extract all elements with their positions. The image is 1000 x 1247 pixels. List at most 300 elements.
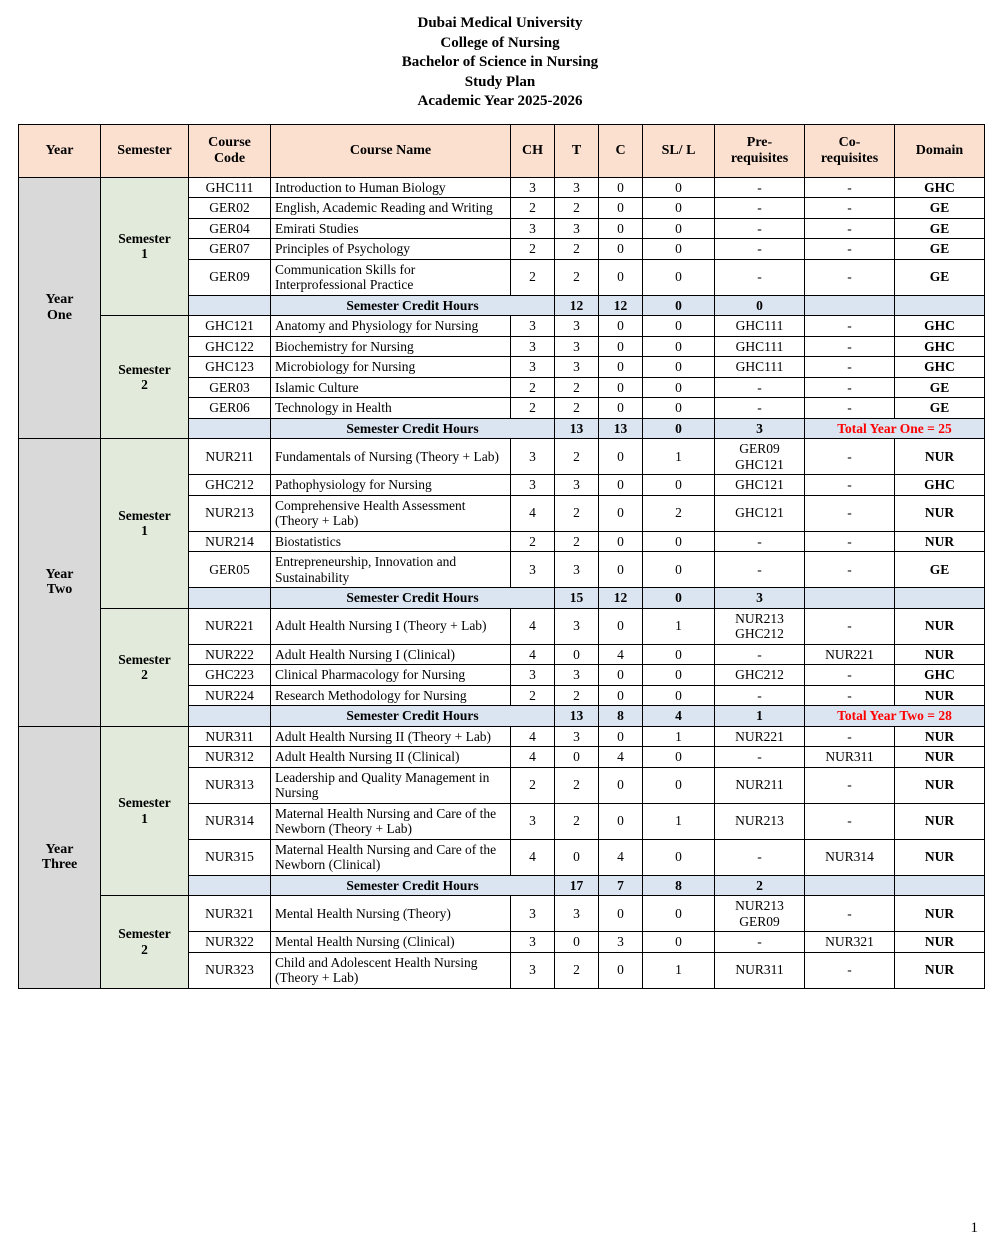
prerequisites: - — [715, 177, 805, 198]
sl-lab-hours: 0 — [643, 259, 715, 295]
course-name: English, Academic Reading and Writing — [271, 198, 511, 219]
subtotal-ch: 17 — [555, 875, 599, 896]
theory-hours: 0 — [555, 644, 599, 665]
prerequisites: NUR213 GHC212 — [715, 608, 805, 644]
corequisites: - — [805, 218, 895, 239]
sl-lab-hours: 0 — [643, 475, 715, 496]
corequisites: - — [805, 531, 895, 552]
sl-lab-hours: 0 — [643, 896, 715, 932]
course-name: Leadership and Quality Management in Nursing — [271, 767, 511, 803]
domain: GE — [895, 377, 985, 398]
clinical-hours: 0 — [599, 218, 643, 239]
theory-hours: 2 — [555, 198, 599, 219]
subtotal-blank-co — [895, 875, 985, 896]
course-code: GHC123 — [189, 357, 271, 378]
corequisites: - — [805, 357, 895, 378]
table-row — [19, 608, 985, 644]
prerequisites: - — [715, 198, 805, 219]
corequisites: - — [805, 439, 895, 475]
domain: GE — [895, 218, 985, 239]
clinical-hours: 0 — [599, 177, 643, 198]
sl-lab-hours: 0 — [643, 685, 715, 706]
sl-lab-hours: 1 — [643, 726, 715, 747]
year-label: Year One — [19, 177, 101, 439]
theory-hours: 3 — [555, 218, 599, 239]
corequisites: - — [805, 475, 895, 496]
corequisites: - — [805, 259, 895, 295]
header-program: Bachelor of Science in Nursing — [401, 54, 599, 70]
course-code: NUR213 — [189, 495, 271, 531]
domain: NUR — [895, 644, 985, 665]
corequisites: - — [805, 767, 895, 803]
domain: NUR — [895, 839, 985, 875]
theory-hours: 0 — [555, 839, 599, 875]
subtotal-spacer — [189, 706, 271, 727]
domain: NUR — [895, 803, 985, 839]
credit-hours: 2 — [511, 685, 555, 706]
clinical-hours: 0 — [599, 239, 643, 260]
course-code: GER02 — [189, 198, 271, 219]
prerequisites: - — [715, 644, 805, 665]
clinical-hours: 0 — [599, 198, 643, 219]
sl-lab-hours: 0 — [643, 377, 715, 398]
subtotal-t: 12 — [599, 295, 643, 316]
course-code-line-1: Course — [208, 135, 251, 150]
clinical-hours: 4 — [599, 747, 643, 768]
course-name: Clinical Pharmacology for Nursing — [271, 665, 511, 686]
domain: NUR — [895, 896, 985, 932]
domain: GHC — [895, 316, 985, 337]
subtotal-label: Semester Credit Hours — [271, 295, 555, 316]
subtotal-c: 8 — [643, 875, 715, 896]
table-row — [19, 316, 985, 337]
subtotal-t: 12 — [599, 588, 643, 609]
course-code: GER07 — [189, 239, 271, 260]
course-code: NUR222 — [189, 644, 271, 665]
theory-hours: 3 — [555, 726, 599, 747]
course-code: GER06 — [189, 398, 271, 419]
clinical-hours: 0 — [599, 336, 643, 357]
clinical-hours: 0 — [599, 803, 643, 839]
credit-hours: 3 — [511, 803, 555, 839]
theory-hours: 2 — [555, 767, 599, 803]
credit-hours: 3 — [511, 552, 555, 588]
co-line-2: requisites — [820, 150, 879, 166]
semester-label: Semester 2 — [101, 316, 189, 439]
corequisites: - — [805, 239, 895, 260]
prerequisites: GHC121 — [715, 495, 805, 531]
subtotal-ch: 12 — [555, 295, 599, 316]
prerequisites: - — [715, 839, 805, 875]
corequisites: - — [805, 685, 895, 706]
course-name: Fundamentals of Nursing (Theory + Lab) — [271, 439, 511, 475]
credit-hours: 2 — [511, 398, 555, 419]
subtotal-ch: 13 — [555, 706, 599, 727]
corequisites: NUR221 — [805, 644, 895, 665]
clinical-hours: 0 — [599, 685, 643, 706]
domain: NUR — [895, 952, 985, 988]
prerequisites: GER09 GHC121 — [715, 439, 805, 475]
corequisites: - — [805, 495, 895, 531]
sl-lab-hours: 2 — [643, 495, 715, 531]
theory-hours: 2 — [555, 952, 599, 988]
subtotal-blank-co — [895, 588, 985, 609]
domain: GE — [895, 239, 985, 260]
year-label: Year Two — [19, 439, 101, 727]
credit-hours: 4 — [511, 608, 555, 644]
domain: NUR — [895, 747, 985, 768]
sl-lab-hours: 0 — [643, 839, 715, 875]
credit-hours: 4 — [511, 726, 555, 747]
clinical-hours: 0 — [599, 767, 643, 803]
course-code: NUR315 — [189, 839, 271, 875]
clinical-hours: 0 — [599, 665, 643, 686]
theory-hours: 3 — [555, 552, 599, 588]
domain: GHC — [895, 665, 985, 686]
subtotal-blank-pre — [805, 295, 895, 316]
credit-hours: 3 — [511, 439, 555, 475]
course-name: Introduction to Human Biology — [271, 177, 511, 198]
course-code: NUR211 — [189, 439, 271, 475]
credit-hours: 2 — [511, 531, 555, 552]
course-code: NUR323 — [189, 952, 271, 988]
sl-lab-hours: 0 — [643, 932, 715, 953]
prerequisites: GHC212 — [715, 665, 805, 686]
subtotal-label: Semester Credit Hours — [271, 588, 555, 609]
sl-lab-hours: 0 — [643, 198, 715, 219]
theory-hours: 3 — [555, 475, 599, 496]
course-name: Adult Health Nursing II (Clinical) — [271, 747, 511, 768]
year-total-note: Total Year Two = 28 — [805, 706, 985, 727]
theory-hours: 3 — [555, 177, 599, 198]
theory-hours: 3 — [555, 608, 599, 644]
prerequisites: - — [715, 377, 805, 398]
sl-lab-hours: 0 — [643, 357, 715, 378]
course-name: Biochemistry for Nursing — [271, 336, 511, 357]
corequisites: - — [805, 177, 895, 198]
column-header-ch: CH — [511, 124, 555, 177]
theory-hours: 0 — [555, 747, 599, 768]
domain: NUR — [895, 932, 985, 953]
domain: GHC — [895, 336, 985, 357]
pre-line-2: requisites — [730, 150, 789, 166]
course-code: NUR313 — [189, 767, 271, 803]
clinical-hours: 4 — [599, 644, 643, 665]
subtotal-sl: 2 — [715, 875, 805, 896]
theory-hours: 2 — [555, 398, 599, 419]
semester-label: Semester 1 — [101, 726, 189, 896]
prerequisites: GHC111 — [715, 316, 805, 337]
course-name: Microbiology for Nursing — [271, 357, 511, 378]
course-name: Principles of Psychology — [271, 239, 511, 260]
corequisites: - — [805, 803, 895, 839]
credit-hours: 4 — [511, 644, 555, 665]
course-code: NUR214 — [189, 531, 271, 552]
domain: NUR — [895, 608, 985, 644]
corequisites: - — [805, 377, 895, 398]
corequisites: - — [805, 608, 895, 644]
theory-hours: 0 — [555, 932, 599, 953]
credit-hours: 3 — [511, 896, 555, 932]
table-row — [19, 177, 985, 198]
course-code: NUR314 — [189, 803, 271, 839]
subtotal-c: 0 — [643, 588, 715, 609]
course-code: NUR311 — [189, 726, 271, 747]
credit-hours: 2 — [511, 377, 555, 398]
credit-hours: 3 — [511, 357, 555, 378]
course-name: Child and Adolescent Health Nursing (Theory + Lab) — [271, 952, 511, 988]
column-header-t: T — [555, 124, 599, 177]
clinical-hours: 0 — [599, 896, 643, 932]
theory-hours: 3 — [555, 896, 599, 932]
pre-line-1: Pre- — [746, 135, 773, 150]
corequisites: - — [805, 896, 895, 932]
subtotal-label: Semester Credit Hours — [271, 418, 555, 439]
course-code: NUR322 — [189, 932, 271, 953]
corequisites: - — [805, 665, 895, 686]
column-header-domain: Domain — [895, 124, 985, 177]
prerequisites: - — [715, 259, 805, 295]
sl-lab-hours: 1 — [643, 608, 715, 644]
subtotal-ch: 13 — [555, 418, 599, 439]
subtotal-label: Semester Credit Hours — [271, 706, 555, 727]
course-code: NUR224 — [189, 685, 271, 706]
page-number: 1 — [970, 1220, 978, 1236]
sl-lab-hours: 0 — [643, 531, 715, 552]
semester-label: Semester 1 — [101, 177, 189, 316]
course-name: Mental Health Nursing (Theory) — [271, 896, 511, 932]
co-line-1: Co- — [838, 135, 861, 150]
theory-hours: 3 — [555, 316, 599, 337]
theory-hours: 2 — [555, 259, 599, 295]
credit-hours: 3 — [511, 932, 555, 953]
clinical-hours: 0 — [599, 316, 643, 337]
prerequisites: GHC111 — [715, 357, 805, 378]
prerequisites: - — [715, 552, 805, 588]
theory-hours: 3 — [555, 665, 599, 686]
theory-hours: 2 — [555, 439, 599, 475]
semester-label: Semester 2 — [101, 896, 189, 989]
sl-lab-hours: 0 — [643, 398, 715, 419]
corequisites: - — [805, 726, 895, 747]
column-header-course-name: Course Name — [271, 124, 511, 177]
year-total-note: Total Year One = 25 — [805, 418, 985, 439]
sl-lab-hours: 1 — [643, 803, 715, 839]
credit-hours: 3 — [511, 665, 555, 686]
column-header-semester: Semester — [101, 124, 189, 177]
column-header-year: Year — [19, 124, 101, 177]
domain: NUR — [895, 685, 985, 706]
credit-hours: 2 — [511, 198, 555, 219]
sl-lab-hours: 0 — [643, 552, 715, 588]
clinical-hours: 3 — [599, 932, 643, 953]
course-name: Communication Skills for Interprofessional Practice — [271, 259, 511, 295]
sl-lab-hours: 0 — [643, 218, 715, 239]
theory-hours: 3 — [555, 336, 599, 357]
corequisites: NUR311 — [805, 747, 895, 768]
credit-hours: 4 — [511, 495, 555, 531]
theory-hours: 2 — [555, 239, 599, 260]
course-code: NUR312 — [189, 747, 271, 768]
course-name: Adult Health Nursing II (Theory + Lab) — [271, 726, 511, 747]
corequisites: - — [805, 198, 895, 219]
subtotal-c: 0 — [643, 295, 715, 316]
clinical-hours: 0 — [599, 259, 643, 295]
credit-hours: 3 — [511, 336, 555, 357]
corequisites: - — [805, 552, 895, 588]
subtotal-ch: 15 — [555, 588, 599, 609]
clinical-hours: 0 — [599, 377, 643, 398]
course-name: Pathophysiology for Nursing — [271, 475, 511, 496]
subtotal-blank-pre — [805, 875, 895, 896]
subtotal-sl: 0 — [715, 295, 805, 316]
sl-lab-hours: 0 — [643, 644, 715, 665]
corequisites: NUR321 — [805, 932, 895, 953]
column-header-course-code — [189, 124, 271, 177]
prerequisites: NUR221 — [715, 726, 805, 747]
course-code-line-2: Code — [213, 150, 246, 166]
sl-lab-hours: 0 — [643, 336, 715, 357]
sl-lab-hours: 0 — [643, 747, 715, 768]
sl-lab-hours: 1 — [643, 952, 715, 988]
subtotal-blank-co — [895, 295, 985, 316]
semester-label: Semester 2 — [101, 608, 189, 726]
subtotal-sl: 1 — [715, 706, 805, 727]
header-row — [19, 124, 985, 177]
course-name: Maternal Health Nursing and Care of the Newborn (Clinical) — [271, 839, 511, 875]
header-university: Dubai Medical University — [417, 15, 583, 31]
domain: NUR — [895, 726, 985, 747]
clinical-hours: 0 — [599, 552, 643, 588]
credit-hours: 3 — [511, 952, 555, 988]
header-college: College of Nursing — [440, 34, 560, 51]
subtotal-t: 13 — [599, 418, 643, 439]
clinical-hours: 0 — [599, 726, 643, 747]
clinical-hours: 0 — [599, 439, 643, 475]
year-label: Year Three — [19, 726, 101, 988]
sl-lab-hours: 0 — [643, 177, 715, 198]
subtotal-blank-pre — [805, 588, 895, 609]
domain: GE — [895, 198, 985, 219]
subtotal-spacer — [189, 418, 271, 439]
theory-hours: 2 — [555, 495, 599, 531]
table-body — [19, 177, 985, 988]
domain: NUR — [895, 531, 985, 552]
prerequisites: - — [715, 239, 805, 260]
prerequisites: NUR211 — [715, 767, 805, 803]
theory-hours: 2 — [555, 531, 599, 552]
credit-hours: 2 — [511, 239, 555, 260]
clinical-hours: 0 — [599, 398, 643, 419]
prerequisites: - — [715, 531, 805, 552]
course-name: Biostatistics — [271, 531, 511, 552]
header-doc-type: Study Plan — [464, 73, 536, 90]
course-code: GER09 — [189, 259, 271, 295]
subtotal-spacer — [189, 588, 271, 609]
course-name: Research Methodology for Nursing — [271, 685, 511, 706]
prerequisites: - — [715, 932, 805, 953]
sl-lab-hours: 0 — [643, 239, 715, 260]
course-name: Adult Health Nursing I (Theory + Lab) — [271, 608, 511, 644]
domain: GHC — [895, 475, 985, 496]
credit-hours: 4 — [511, 839, 555, 875]
table-header — [19, 124, 985, 177]
domain: NUR — [895, 495, 985, 531]
domain: GE — [895, 398, 985, 419]
credit-hours: 3 — [511, 316, 555, 337]
credit-hours: 2 — [511, 767, 555, 803]
subtotal-t: 7 — [599, 875, 643, 896]
corequisites: NUR314 — [805, 839, 895, 875]
theory-hours: 2 — [555, 803, 599, 839]
table-row — [19, 439, 985, 475]
course-code: GHC122 — [189, 336, 271, 357]
document-header — [18, 14, 982, 112]
clinical-hours: 0 — [599, 495, 643, 531]
semester-label: Semester 1 — [101, 439, 189, 609]
course-code: GHC111 — [189, 177, 271, 198]
subtotal-label: Semester Credit Hours — [271, 875, 555, 896]
course-name: Comprehensive Health Assessment (Theory + Lab) — [271, 495, 511, 531]
course-name: Mental Health Nursing (Clinical) — [271, 932, 511, 953]
column-header-prerequisites — [715, 124, 805, 177]
subtotal-c: 4 — [643, 706, 715, 727]
domain: NUR — [895, 767, 985, 803]
prerequisites: GHC121 — [715, 475, 805, 496]
table-row — [19, 896, 985, 932]
course-name: Emirati Studies — [271, 218, 511, 239]
credit-hours: 3 — [511, 475, 555, 496]
subtotal-t: 8 — [599, 706, 643, 727]
table-row — [19, 726, 985, 747]
prerequisites: - — [715, 685, 805, 706]
credit-hours: 3 — [511, 218, 555, 239]
subtotal-sl: 3 — [715, 588, 805, 609]
subtotal-sl: 3 — [715, 418, 805, 439]
course-name: Adult Health Nursing I (Clinical) — [271, 644, 511, 665]
clinical-hours: 4 — [599, 839, 643, 875]
course-code: GER05 — [189, 552, 271, 588]
sl-lab-hours: 0 — [643, 665, 715, 686]
sl-lab-hours: 0 — [643, 316, 715, 337]
theory-hours: 3 — [555, 357, 599, 378]
credit-hours: 3 — [511, 177, 555, 198]
domain: GE — [895, 552, 985, 588]
subtotal-spacer — [189, 295, 271, 316]
clinical-hours: 0 — [599, 357, 643, 378]
course-code: GHC212 — [189, 475, 271, 496]
domain: GHC — [895, 177, 985, 198]
corequisites: - — [805, 316, 895, 337]
corequisites: - — [805, 398, 895, 419]
domain: GHC — [895, 357, 985, 378]
course-code: GHC121 — [189, 316, 271, 337]
prerequisites: - — [715, 747, 805, 768]
prerequisites: NUR213 GER09 — [715, 896, 805, 932]
prerequisites: NUR311 — [715, 952, 805, 988]
prerequisites: GHC111 — [715, 336, 805, 357]
clinical-hours: 0 — [599, 475, 643, 496]
credit-hours: 4 — [511, 747, 555, 768]
column-header-sl: SL/ L — [643, 124, 715, 177]
clinical-hours: 0 — [599, 952, 643, 988]
study-plan-table — [18, 124, 985, 989]
prerequisites: - — [715, 398, 805, 419]
course-name: Technology in Health — [271, 398, 511, 419]
clinical-hours: 0 — [599, 531, 643, 552]
clinical-hours: 0 — [599, 608, 643, 644]
sl-lab-hours: 1 — [643, 439, 715, 475]
